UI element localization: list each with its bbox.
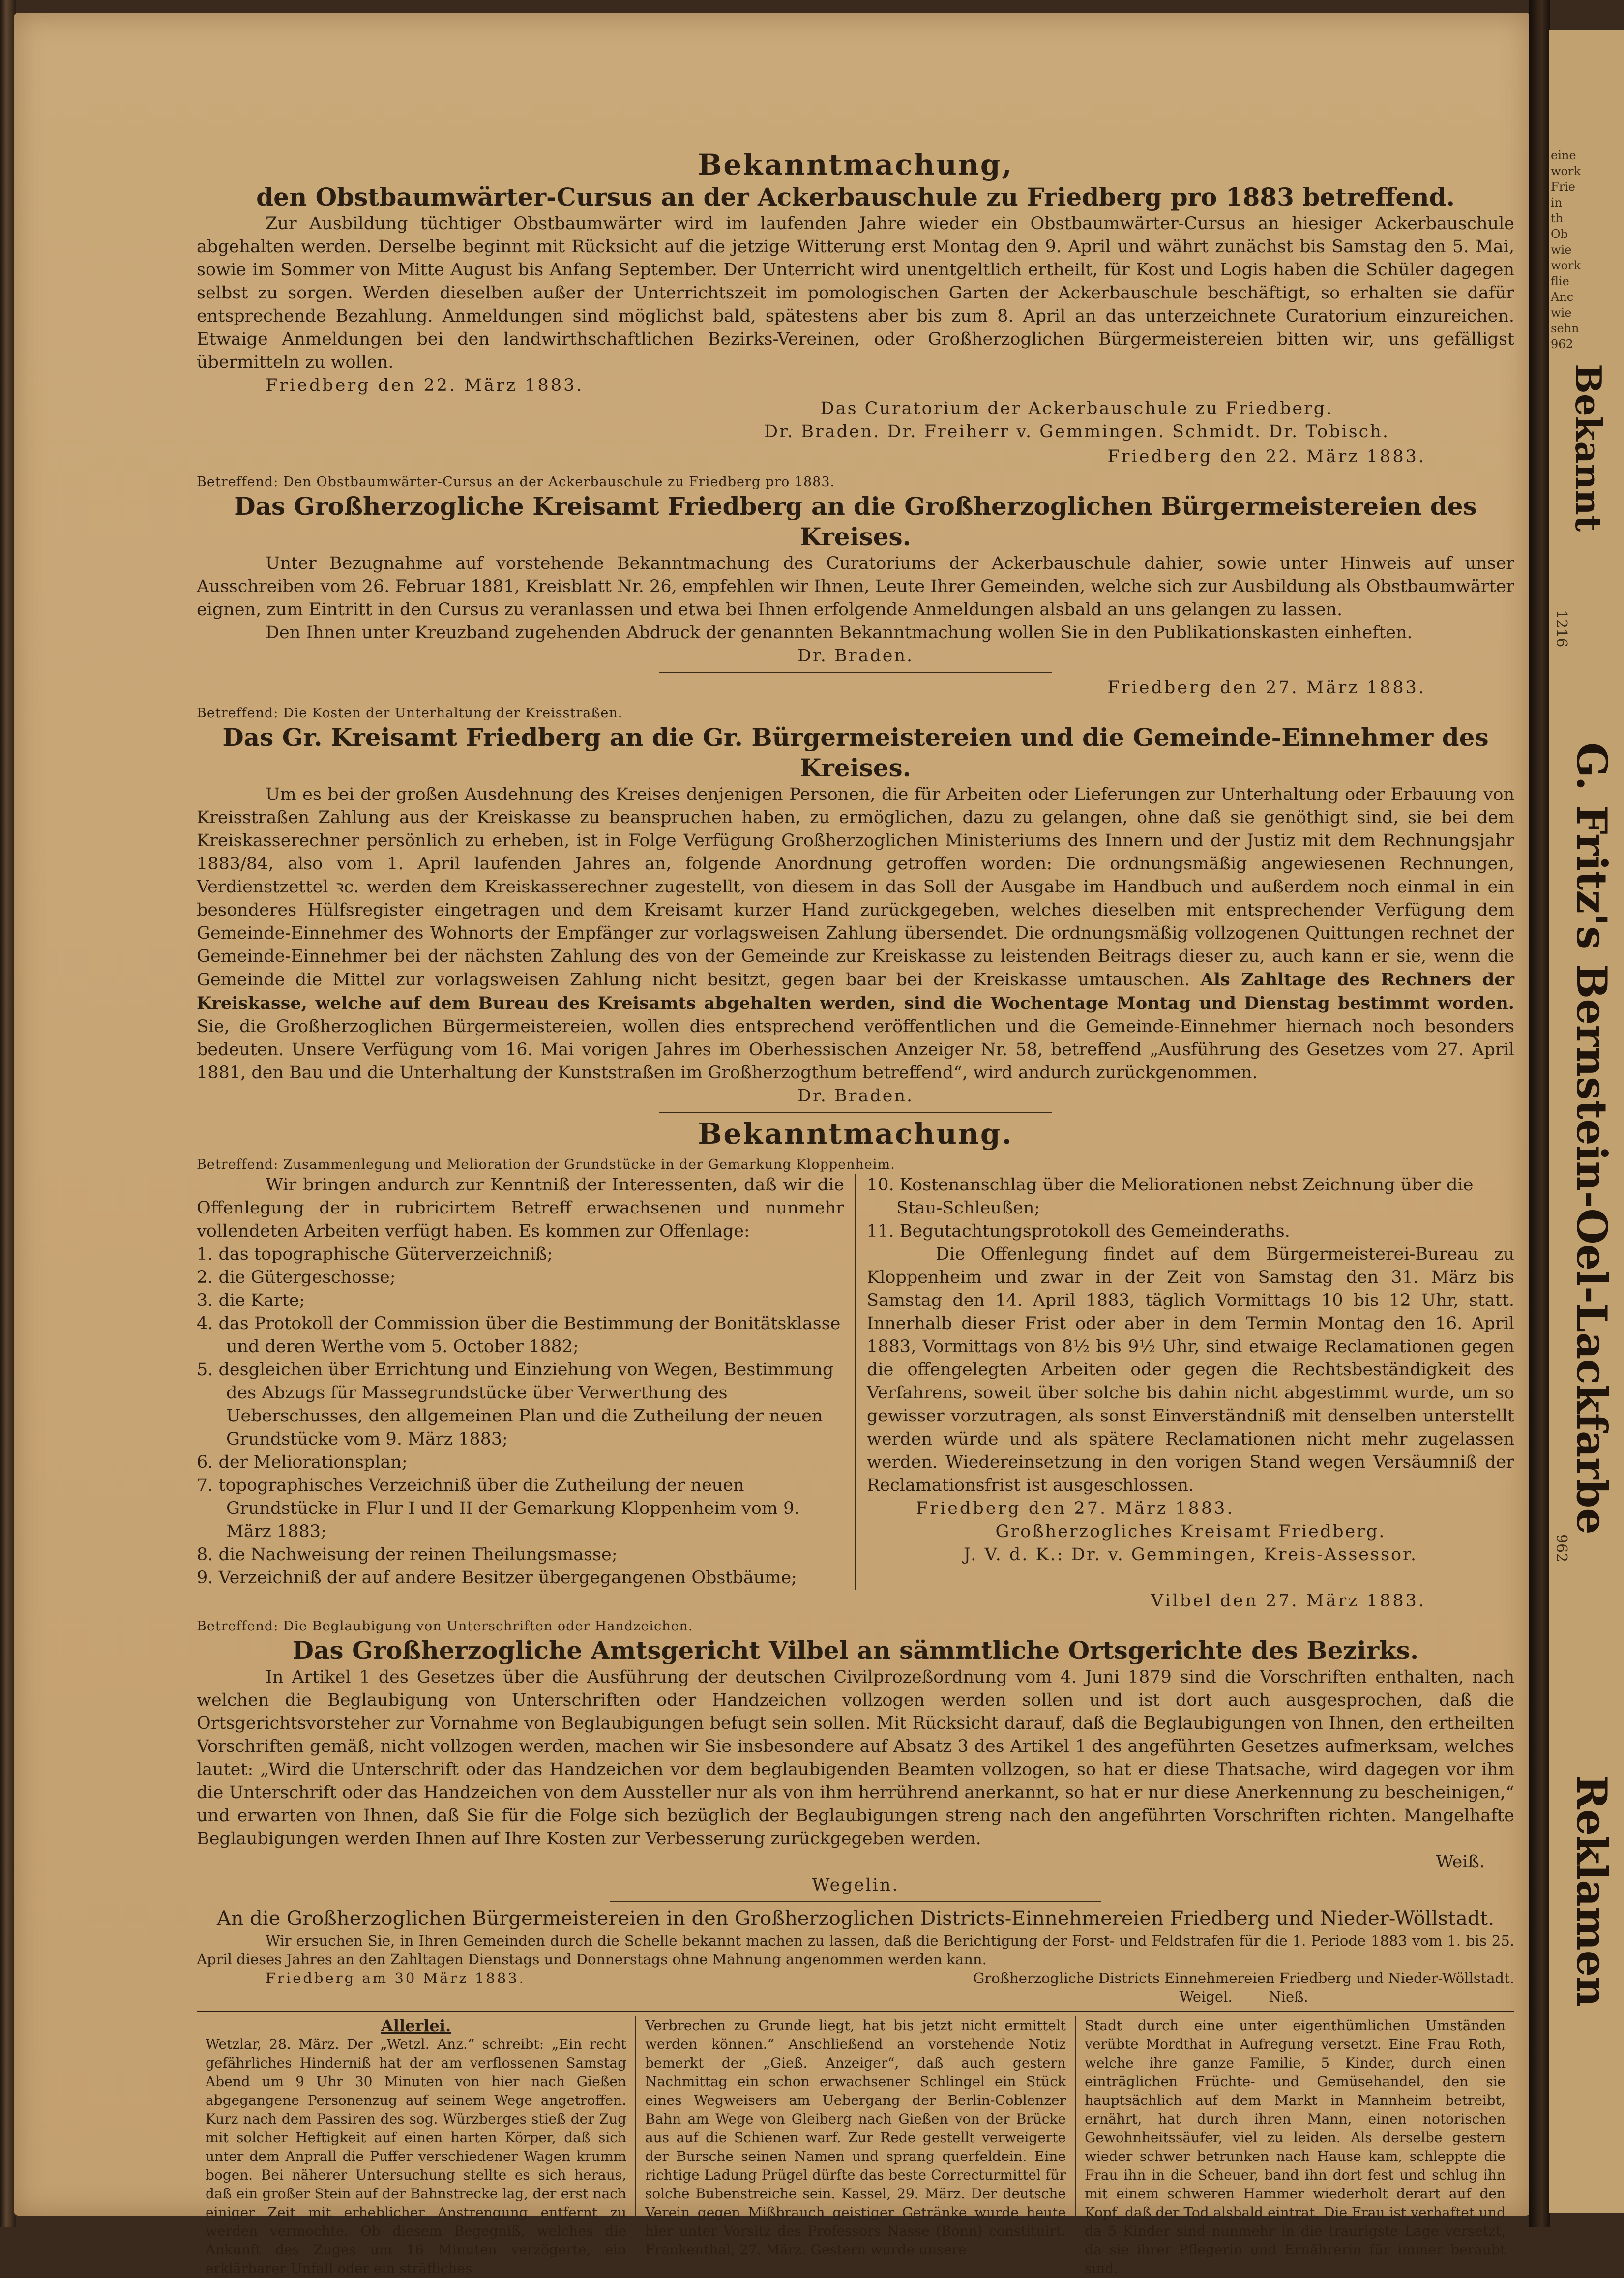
book-gutter bbox=[1529, 0, 1550, 2227]
allerlei-title: Allerlei. bbox=[381, 2016, 451, 2035]
list-item: 1. das topographische Güterverzeichniß; bbox=[197, 1244, 553, 1264]
notice2-body1: Unter Bezugnahme auf vorstehende Bekanntmachung des Curatoriums der Ackerbauschule dahier, sowie unter Hinweis auf unser Ausschreiben vom 26. Februar 1881, Kreisblatt Nr. 26, empfehlen wir Ihnen, Leute Ihrer Gemeinden, welche sich zur Ausbildung als Obstbaumwärter eignen, zum Eintritt in den Cursus zu veranlassen und etwa bei Ihnen erfolgende Anmeldungen alsbald an uns gelangen zu lassen. bbox=[197, 554, 1514, 620]
notice4-date: Friedberg den 27. März 1883. bbox=[916, 1499, 1235, 1518]
neighbor-title-bekannt: Bekannt bbox=[1567, 364, 1609, 532]
notice-obstbaum-cursus bbox=[197, 148, 1514, 444]
list-item: 5. desgleichen über Errichtung und Einziehung von Wegen, Bestimmung des Abzugs für Massegrundstücke über Verwerthung des Ueberschusses, den allgemeinen Plan und die Zutheilung der neuen Grundstücke vom 9. März 1883; bbox=[197, 1360, 834, 1449]
notice2-date: Friedberg den 22. März 1883. bbox=[1107, 447, 1426, 467]
notice1-subtitle: den Obstbaumwärter-Cursus an der Ackerbauschule zu Friedberg pro 1883 betreffend. bbox=[256, 182, 1455, 211]
allerlei-column-3 bbox=[1075, 2016, 1514, 2278]
notice5-title: Das Großherzogliche Amtsgericht Vilbel an sämmtliche Ortsgerichte des Bezirks. bbox=[292, 1636, 1419, 1665]
notice2-signature: Dr. Braden. bbox=[797, 646, 914, 666]
notice6-title: An die Großherzoglichen Bürgermeistereien in den Großherzoglichen Districts-Einnehmereien Friedberg und Nieder-Wöllstadt. bbox=[216, 1907, 1495, 1930]
notice2-title: Das Großherzogliche Kreisamt Friedberg an die Großherzoglichen Bürgermeistereien des Kreises. bbox=[234, 492, 1477, 551]
notice1-title: Bekanntmachung, bbox=[698, 148, 1013, 181]
page-content bbox=[197, 148, 1514, 2278]
neighbor-title-bernstein: G. Fritz's Bernstein-Oel-Lackfarbe bbox=[1567, 742, 1616, 1535]
list-item: 4. das Protokoll der Commission über die Bestimmung der Bonitätsklasse und deren Werthe vom 5. October 1882; bbox=[197, 1314, 841, 1357]
notice-districts-einnehmereien bbox=[197, 1906, 1514, 2006]
neighbor-number-1216: 1216 bbox=[1553, 610, 1570, 648]
notice-kreisamt-obstbaum bbox=[197, 445, 1514, 673]
notice1-date: Friedberg den 22. März 1883. bbox=[266, 376, 584, 395]
notice6-signature-org: Großherzogliche Districts Einnehmereien Friedberg und Nieder-Wöllstadt. bbox=[973, 1970, 1514, 1986]
notice6-body: Wir ersuchen Sie, in Ihren Gemeinden durch die Schelle bekannt machen zu lassen, daß die Berichtigung der Forst- und Feldstrafen für die 1. Periode 1883 vom 1. bis 25. April dieses Jahres an den Zahltagen Dienstags und Donnerstags ohne Mahnung angenommen werden kann. bbox=[197, 1932, 1514, 1968]
neighbor-title-reklamen: Reklamen bbox=[1567, 1775, 1616, 2007]
neighbor-page-edge bbox=[1549, 30, 1624, 2213]
notice5-signature2: Wegelin. bbox=[812, 1875, 899, 1895]
notice-kloppenheim bbox=[197, 1117, 1514, 1590]
notice4-left-column bbox=[197, 1174, 856, 1590]
notice1-signature-org: Das Curatorium der Ackerbauschule zu Friedberg. bbox=[820, 399, 1333, 418]
notice3-body-bold: Als Zahltage des Rechners der Kreiskasse, welche auf dem Bureau des Kreisamts abgehalten werden, sind die Wochentage Montag und Dienstag bestimmt worden. bbox=[197, 970, 1514, 1013]
notice2-rule bbox=[659, 672, 1052, 673]
notice3-date: Friedberg den 27. März 1883. bbox=[1107, 678, 1426, 698]
allerlei-col2-text: Verbrechen zu Grunde liegt, hat bis jetzt nicht ermittelt werden können.“ Anschließend an vorstehende Notiz bemerkt der „Gieß. Anzeiger“, daß auch gestern Nachmittag ein schon erwachsener Schlingel ein Stück eines Wegweisers am Uebergang der Berlin-Coblenzer Bahn am Wege von Gleiberg nach Gießen von der Brücke aus auf die Schienen warf. Zur Rede gestellt verweigerte der Bursche seinen Namen und sprang querfeldein. Eine richtige Ladung Prügel dürfte das beste Correcturmittel für solche Bubenstreiche sein. Kassel, 29. März. Der deutsche Verein gegen Mißbrauch geistiger Getränke wurde heute hier unter Vorsitz des Professors Nasse (Bonn) constituirt. Frankenthal, 27. März. Gestern wurde unsere bbox=[645, 2017, 1066, 2258]
notice3-title: Das Gr. Kreisamt Friedberg an die Gr. Bürgermeistereien und die Gemeinde-Einnehmer des Kreises. bbox=[222, 723, 1489, 782]
notice4-betreffend: Betreffend: Zusammenlegung und Melioration der Grundstücke in der Gemarkung Kloppenheim. bbox=[197, 1157, 895, 1172]
notice-kreisstrassen bbox=[197, 677, 1514, 1113]
allerlei-col1-text: Wetzlar, 28. März. Der „Wetzl. Anz.“ schreibt: „Ein recht gefährliches Hinderniß hat der am verflossenen Samstag Abend um 9 Uhr 30 Minuten von hier nach Gießen abgegangene Personenzug auf seinem Wege angetroffen. Kurz nach dem Passiren des sog. Würzberges stieß der Zug mit solcher Heftigkeit auf einen harten Körper, daß sich unter dem Anprall die Puffer verschiedener Wagen krumm bogen. Bei näherer Untersuchung stellte es sich heraus, daß ein großer Stein auf der Bahnstrecke lag, der erst nach einiger Zeit mit erheblicher Anstrengung entfernt zu werden vermochte. Ob diesem Begegniß, welches die Ankunft des Zuges um 16 Minuten verzögerte, ein erklärbarer Unfall oder ein sträfliches bbox=[206, 2036, 626, 2277]
allerlei-column-1 bbox=[197, 2016, 635, 2278]
neighbor-snippet: eine work Frie in th Ob wie work flie Anc wie sehn 962 bbox=[1551, 148, 1581, 351]
notice3-signature: Dr. Braden. bbox=[797, 1086, 914, 1106]
notice5-rule bbox=[610, 1901, 1101, 1902]
notice6-signature-names: Weigel. Nieß. bbox=[1179, 1988, 1308, 2005]
list-item: 2. die Gütergeschosse; bbox=[197, 1268, 396, 1287]
notice3-body bbox=[197, 783, 1514, 1085]
list-item: 8. die Nachweisung der reinen Theilungsmasse; bbox=[197, 1545, 618, 1565]
notice3-body-b: Sie, die Großherzoglichen Bürgermeistereien, wollen dies entsprechend veröffentlichen und die Gemeinde-Einnehmer hiernach noch besonders bedeuten. Unsere Verfügung vom 16. Mai vorigen Jahres im Oberhessischen Anzeiger Nr. 58, betreffend „Ausführung des Gesetzes vom 27. April 1881, den Bau und die Unterhaltung der Kunststraßen im Großherzogthum betreffend“, wird andurch zurückgenommen. bbox=[197, 1017, 1514, 1083]
notice5-body: In Artikel 1 des Gesetzes über die Ausführung der deutschen Civilprozeßordnung vom 4. Juni 1879 sind die Vorschriften enthalten, nach welchen die Beglaubigung von Unterschriften oder Handzeichen vollzogen werden sollen und ist dort auch ausgesprochen, daß die Ortsgerichtsvorsteher zur Vornahme von Beglaubigungen befugt sein sollen. Mit Rücksicht darauf, daß die Beglaubigungen von Ihnen, den ertheilten Vorschriften gemäß, nicht vollzogen werden, machen wir Sie insbesondere auf Absatz 3 des Artikel 1 des angeführten Gesetzes aufmerksam, welches lautet: „Wird die Unterschrift oder das Handzeichen vor dem beglaubigenden Beamten vollzogen, so hat er diese Thatsache, wird dagegen vor ihm die Unterschrift oder das Handzeichen von dem Aussteller nur als von ihm herrührend anerkannt, so hat er nur diese Anerkennung zu bescheinigen,“ und erwarten von Ihnen, daß Sie für die Folge sich bezüglich der Beglaubigungen streng nach den angeführten Vorschriften richten. Mangelhafte Beglaubigungen werden Ihnen auf Ihre Kosten zur Verbesserung zurückgegeben werden. bbox=[197, 1667, 1514, 1849]
notice-amtsgericht-vilbel bbox=[197, 1590, 1514, 1902]
notice4-list-right bbox=[867, 1174, 1514, 1243]
notice3-body-a: Um es bei der großen Ausdehnung des Kreises denjenigen Personen, die für Arbeiten oder Lieferungen zur Unterhaltung oder Erbauung von Kreisstraßen Zahlung aus der Kreiskasse zu beanspruchen haben, zu ermöglichen, dazu zu gelangen, ohne daß sie genöthigt sind, sie bei dem Kreiskasserechner persönlich zu erheben, ist in Folge Verfügung Großherzoglichen Ministeriums des Innern und der Justiz mit dem Rechnungsjahr 1883/84, also vom 1. April laufenden Jahres an, folgende Anordnung getroffen worden: Die ordnungsmäßig angewiesenen Rechnungen, Verdienstzettel ꝛc. werden dem Kreiskasserechner zugestellt, von diesem in das Soll der Ausgabe im Handbuch und außerdem noch einmal in ein besonderes Hülfsregister eingetragen und dem Kreisamt kurzer Hand zurückgegeben, welches dieselben mit entsprechender Verfügung dem Gemeinde-Einnehmer des Wohnorts der Empfänger zur vorlagsweisen Zahlung übersendet. Die ordnungsmäßig vollzogenen Quittungen rechnet der Gemeinde-Einnehmer bei der nächsten Zahlung des von der Gemeinde zur Kreiskasse zu leistenden Beitrags dieser zu, auch kann er sie, wenn die Gemeinde die Mittel zur vorlagsweisen Zahlung nicht besitzt, gegen baar bei der Kreiskasse umtauschen. bbox=[197, 785, 1514, 990]
notice1-signature-names: Dr. Braden. Dr. Freiherr v. Gemmingen. Schmidt. Dr. Tobisch. bbox=[764, 422, 1389, 442]
notice3-rule bbox=[659, 1112, 1052, 1113]
list-item: 10. Kostenanschlag über die Meliorationen nebst Zeichnung über die Stau-Schleußen; bbox=[867, 1175, 1474, 1218]
list-item: 9. Verzeichniß der auf andere Besitzer übergegangenen Obstbäume; bbox=[197, 1568, 797, 1588]
notice5-betreffend: Betreffend: Die Beglaubigung von Unterschriften oder Handzeichen. bbox=[197, 1619, 693, 1634]
allerlei-section bbox=[197, 2011, 1514, 2278]
list-item: 7. topographisches Verzeichniß über die Zutheilung der neuen Grundstücke in Flur I und II der Gemarkung Kloppenheim vom 9. März 1883; bbox=[197, 1476, 800, 1541]
notice2-betreffend: Betreffend: Den Obstbaumwärter-Cursus an der Ackerbauschule zu Friedberg pro 1883. bbox=[197, 474, 835, 490]
notice4-signature: J. V. d. K.: Dr. v. Gemmingen, Kreis-Assessor. bbox=[963, 1545, 1418, 1565]
neighbor-number-962: 962 bbox=[1553, 1534, 1570, 1563]
notice4-signature-org: Großherzogliches Kreisamt Friedberg. bbox=[995, 1522, 1386, 1541]
notice4-columns bbox=[197, 1174, 1514, 1590]
allerlei-col3-text: Stadt durch eine unter eigenthümlichen Umständen verübte Mordthat in Aufregung versetzt. Eine Frau Roth, welche ihre ganze Familie, 5 Kinder, durch einen einträglichen Früchte- und Gemüsehandel, den sie hauptsächlich auf dem Markt in Mannheim betreibt, ernährt, hat durch ihren Mann, einen notorischen Gewohnheitssäufer, viel zu leiden. Als derselbe gestern wieder schwer betrunken nach Hause kam, schleppte die Frau ihn in die Scheuer, band ihn dort fest und schlug ihn mit einem schweren Hammer wiederholt derart auf den Kopf, daß der Tod alsbald eintrat. Die Frau ist verhaftet und da 5 Kinder sind nunmehr in die traurigste Lage versetzt, da sie ihrer Pflegerin und Ernährerin für immer beraubt sind. bbox=[1085, 2017, 1506, 2277]
notice4-title: Bekanntmachung. bbox=[698, 1117, 1013, 1151]
notice4-right-column bbox=[856, 1174, 1514, 1590]
list-item: 11. Begutachtungsprotokoll des Gemeinderaths. bbox=[867, 1221, 1290, 1241]
notice4-list-left bbox=[197, 1243, 844, 1590]
notice3-betreffend: Betreffend: Die Kosten der Unterhaltung der Kreisstraßen. bbox=[197, 706, 623, 721]
notice5-signature1: Weiß. bbox=[1436, 1852, 1485, 1872]
notice4-intro: Wir bringen andurch zur Kenntniß der Interessenten, daß wir die Offenlegung der in rubricirtem Betreff erwachsenen und nunmehr vollendeten Arbeiten verfügt haben. Es kommen zur Offenlage: bbox=[197, 1175, 844, 1241]
list-item: 3. die Karte; bbox=[197, 1291, 305, 1310]
notice6-date: Friedberg am 30 März 1883. bbox=[266, 1970, 526, 1986]
notice2-body2: Den Ihnen unter Kreuzband zugehenden Abdruck der genannten Bekanntmachung wollen Sie in den Publikationskasten einheften. bbox=[266, 623, 1413, 643]
list-item: 6. der Meliorationsplan; bbox=[197, 1452, 408, 1472]
notice1-body: Zur Ausbildung tüchtiger Obstbaumwärter wird im laufenden Jahre wieder ein Obstbaumwärter-Cursus an hiesiger Ackerbauschule abgehalten werden. Derselbe beginnt mit Rücksicht auf die jetzige Witterung erst Montag den 9. April und währt zunächst bis Samstag den 5. Mai, sowie im Sommer von Mitte August bis Anfang September. Der Unterricht wird unentgeltlich ertheilt, für Kost und Logis haben die Schüler dagegen selbst zu sorgen. Werden dieselben außer der Unterrichtszeit im pomologischen Garten der Ackerbauschule beschäftigt, so erhalten sie dafür entsprechende Bezahlung. Anmeldungen sind möglichst bald, spätestens aber bis zum 8. April an das unterzeichnete Curatorium einzureichen. Etwaige Anmeldungen bei den landwirthschaftlichen Bezirks-Vereinen, oder Großherzoglichen Bürgermeistereien bitten wir, uns gefälligst übermitteln zu wollen. bbox=[197, 214, 1514, 372]
notice5-date: Vilbel den 27. März 1883. bbox=[1151, 1591, 1426, 1611]
notice4-body-right: Die Offenlegung findet auf dem Bürgermeisterei-Bureau zu Kloppenheim und zwar in der Zeit von Samstag den 31. März bis Samstag den 14. April 1883, täglich Vormittags 10 bis 12 Uhr, statt. Innerhalb dieser Frist oder aber in dem Termin Montag den 16. April 1883, Vormittags von 8½ bis 9½ Uhr, sind etwaige Reclamationen gegen die offengelegten Arbeiten oder gegen die Rechtsbeständigkeit des Verfahrens, soweit über solche bis dahin nicht abgestimmt wurde, um so gewisser vorzutragen, als sonst Einverständniß mit denselben unterstellt werden würde und als spätere Reclamationen nicht mehr zugelassen werden. Wiedereinsetzung in den vorigen Stand wegen Versäumniß der Reclamationsfrist ist ausgeschlossen. bbox=[867, 1244, 1514, 1495]
allerlei-column-2 bbox=[635, 2016, 1075, 2278]
